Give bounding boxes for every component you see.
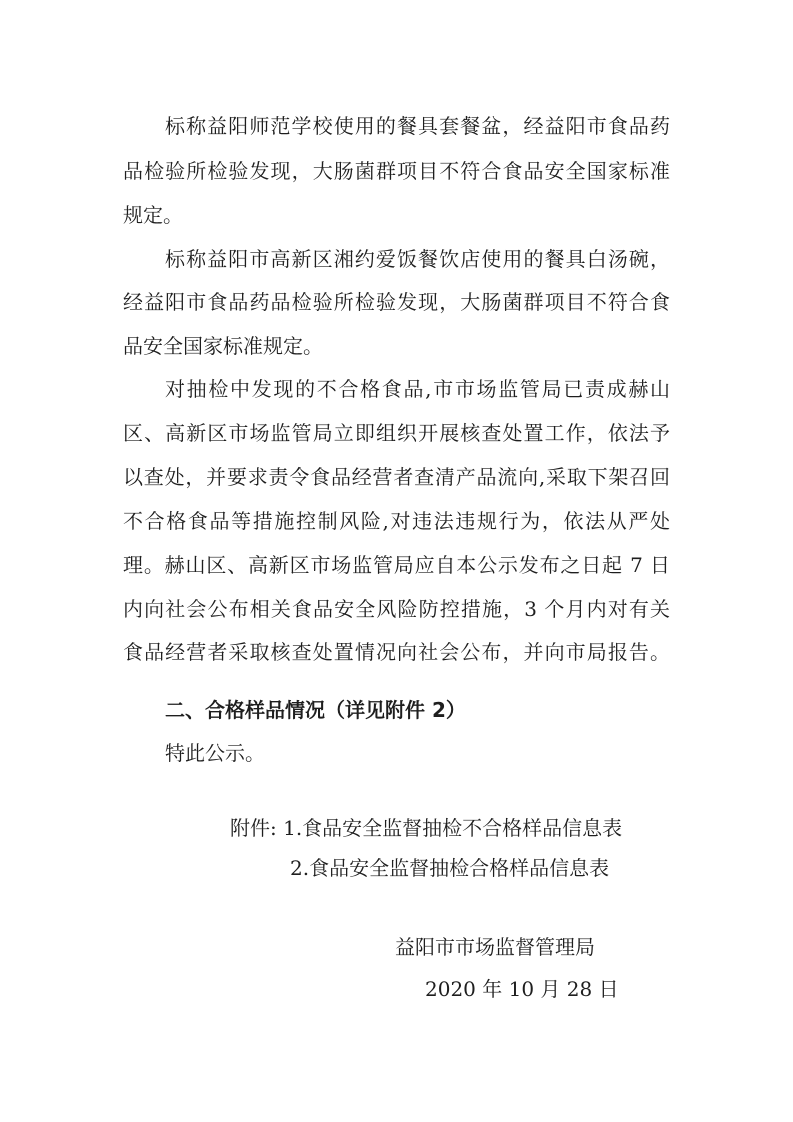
signature-date: 2020 年 10 月 28 日 (425, 977, 619, 1001)
signature-org: 益阳市市场监督管理局 (395, 935, 595, 959)
section-2-heading: 二、合格样品情况（详见附件 2） (165, 698, 466, 722)
paragraph-1-line-2: 品检验所检验发现，大肠菌群项目不符合食品安全国家标准 (123, 159, 670, 183)
attachment-line-2: 2.食品安全监督抽检合格样品信息表 (290, 856, 610, 880)
notice-text: 特此公示。 (165, 741, 265, 765)
paragraph-3-line-3: 以查处，并要求责令食品经营者查清产品流向,采取下架召回 (123, 465, 670, 489)
paragraph-3-line-4: 不合格食品等措施控制风险,对违法违规行为，依法从严处 (123, 509, 670, 533)
paragraph-3-line-5: 理。赫山区、高新区市场监管局应自本公示发布之日起 7 日 (123, 553, 670, 577)
paragraph-3-line-7: 食品经营者采取核查处置情况向社会公布，并向市局报告。 (123, 640, 670, 664)
paragraph-2-line-2: 经益阳市食品药品检验所检验发现，大肠菌群项目不符合食 (123, 290, 670, 314)
paragraph-3-line-6: 内向社会公布相关食品安全风险防控措施，3 个月内对有关 (123, 597, 670, 621)
paragraph-2-line-3: 品安全国家标准规定。 (123, 334, 323, 358)
paragraph-1-line-1: 标称益阳师范学校使用的餐具套餐盆，经益阳市食品药 (165, 114, 670, 138)
paragraph-3-line-2: 区、高新区市场监管局立即组织开展核查处置工作，依法予 (123, 421, 670, 445)
paragraph-2-line-1: 标称益阳市高新区湘约爱饭餐饮店使用的餐具白汤碗， (165, 247, 670, 271)
paragraph-1-line-3: 规定。 (123, 203, 183, 227)
attachment-line-1: 附件: 1.食品安全监督抽检不合格样品信息表 (230, 816, 623, 840)
paragraph-3-line-1: 对抽检中发现的不合格食品,市市场监管局已责成赫山 (165, 377, 670, 401)
